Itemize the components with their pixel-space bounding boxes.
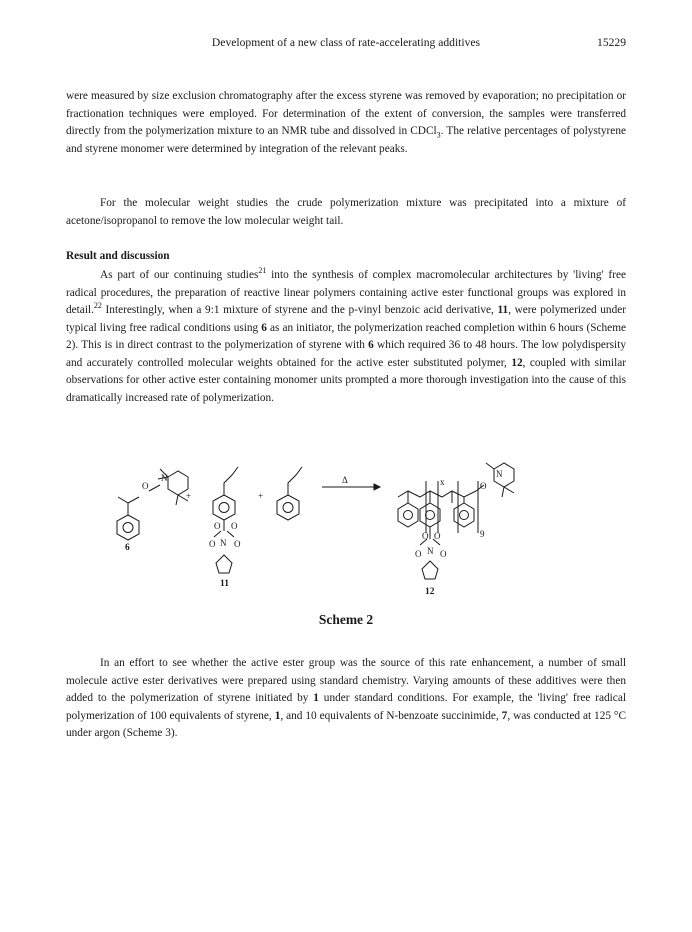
oxygen-label: O <box>434 531 441 541</box>
reaction-scheme <box>108 455 558 605</box>
scheme-drawing <box>108 455 558 605</box>
nitrogen-label: N <box>427 546 434 556</box>
oxygen-label: O <box>440 549 447 559</box>
aromatic-circle <box>404 511 413 520</box>
arrow-head <box>374 484 380 490</box>
results-paragraph-1 <box>66 267 626 407</box>
oxygen-label: O <box>214 521 221 531</box>
text-run: , was conducted at 125 °C under argon (Scheme 3). <box>66 709 626 739</box>
compound-ref-11: 11 <box>497 304 509 316</box>
scheme-caption: Scheme 2 <box>318 612 374 627</box>
benzene-ring <box>277 495 299 520</box>
methods-text-1: were measured by size exclusion chromatography after the excess styrene was removed by evaporation; no precipitation or fractionation techniques were employed. For determination of the extent of conversion, the samples were transferred directly from the polymerization mixture to an NMR tube and dissolved in CDCl <box>66 90 626 137</box>
oxygen-label: O <box>415 549 422 559</box>
running-header <box>66 36 626 52</box>
ethyl-linker <box>118 497 139 515</box>
text-run: In an effort to see whether the active ester group was the source of this rate enhancement, a number of small molecule active ester derivatives were prepared using standard chemistry. Varying amounts of these additives were then added to the polymerization of styrene initiated by <box>66 657 626 704</box>
aromatic-circle <box>426 511 435 520</box>
compound-ref-1: 1 <box>274 709 281 722</box>
reference-22: 22 <box>93 301 102 311</box>
benzene-ring <box>398 503 418 527</box>
oxygen-label: O <box>231 521 238 531</box>
compound-label-12: 12 <box>425 587 435 597</box>
text-run: under standard conditions. For example, the 'living' free radical polymerization of 100 equivalents of styrene, <box>66 692 626 722</box>
plus-sign: + <box>186 491 192 501</box>
on-bond <box>149 485 160 491</box>
methods-paragraph-1 <box>66 88 626 158</box>
repeat-subscript-x: x <box>440 477 445 487</box>
nitrogen-label: N <box>220 538 227 548</box>
benzene-ring <box>420 503 440 527</box>
aromatic-circle <box>460 511 469 520</box>
polymer-backbone <box>398 491 476 497</box>
oxygen-label: O <box>480 481 487 491</box>
cdcl3-subscript: 3 <box>436 130 441 140</box>
aromatic-circle <box>219 503 229 513</box>
aromatic-circle <box>123 523 133 533</box>
compound-ref-12: 12 <box>511 356 523 369</box>
text-run: which required 36 to 48 hours. The low polydispersity and accurately controlled molecular weights obtained for the active ester substituted polymer, <box>66 339 626 369</box>
reference-21: 21 <box>258 266 267 276</box>
oxygen-label: O <box>209 539 216 549</box>
text-run: As part of our continuing studies <box>100 269 259 281</box>
methods-paragraph-2 <box>66 195 626 230</box>
running-title: Development of a new class of rate-accelerating additives <box>211 36 481 49</box>
text-run: , were polymerized under typical living free radical conditions using <box>66 304 626 334</box>
oxygen-label: O <box>142 481 149 491</box>
text-run: as an initiator, the polymerization reached completion within 6 hours (Scheme 2). This is in direct contrast to the polymerization of styrene with <box>66 321 626 351</box>
page-number: 15229 <box>597 36 626 49</box>
methods-text-1-end: . The relative percentages of polystyrene and styrene monomer were determined by integration of the relevant peaks. <box>66 125 626 155</box>
compound-ref-6: 6 <box>368 339 374 351</box>
compound-ref-6: 6 <box>261 321 267 334</box>
compound-label-11: 11 <box>220 579 229 589</box>
vinyl-group <box>224 467 238 495</box>
section-heading: Result and discussion <box>66 250 170 262</box>
benzene-ring <box>213 495 235 520</box>
text-run: Interestingly, when a 9:1 mixture of styrene and the p-vinyl benzoic acid derivative, <box>101 304 498 316</box>
aromatic-circle <box>283 503 293 513</box>
oxygen-label: O <box>422 531 429 541</box>
vinyl-group <box>288 467 302 495</box>
compound-label-6: 6 <box>125 543 130 553</box>
heat-symbol: Δ <box>342 475 348 485</box>
succinimide-ring <box>422 561 438 579</box>
compound-ref-1: 1 <box>313 692 319 704</box>
methods-text-2: For the molecular weight studies the crude polymerization mixture was precipitated into a mixture of acetone/isopropanol to remove the low molecular weight tail. <box>66 197 626 227</box>
plus-sign: + <box>258 491 264 501</box>
text-run: , and 10 equivalents of N-benzoate succinimide, <box>280 709 502 722</box>
piperidine-ring <box>168 471 188 495</box>
benzene-ring <box>454 503 474 527</box>
repeat-subscript-9: 9 <box>480 529 485 539</box>
nitrogen-label: N <box>161 473 168 483</box>
text-run: , coupled with similar observations for other active ester containing monomer units prompted a more thorough investigation into the cause of this dramatically increased rate of polymerization. <box>66 356 626 404</box>
succinimide-ring <box>216 555 232 573</box>
nitrogen-label: N <box>496 469 503 479</box>
text-run: into the synthesis of complex macromolecular architectures by 'living' free radical procedures, the preparation of reactive linear polymers containing active ester functional groups was explored in detail. <box>66 269 626 316</box>
results-paragraph-2 <box>66 655 626 743</box>
compound-ref-7: 7 <box>501 709 508 722</box>
benzene-ring <box>117 515 139 540</box>
oxygen-label: O <box>234 539 241 549</box>
